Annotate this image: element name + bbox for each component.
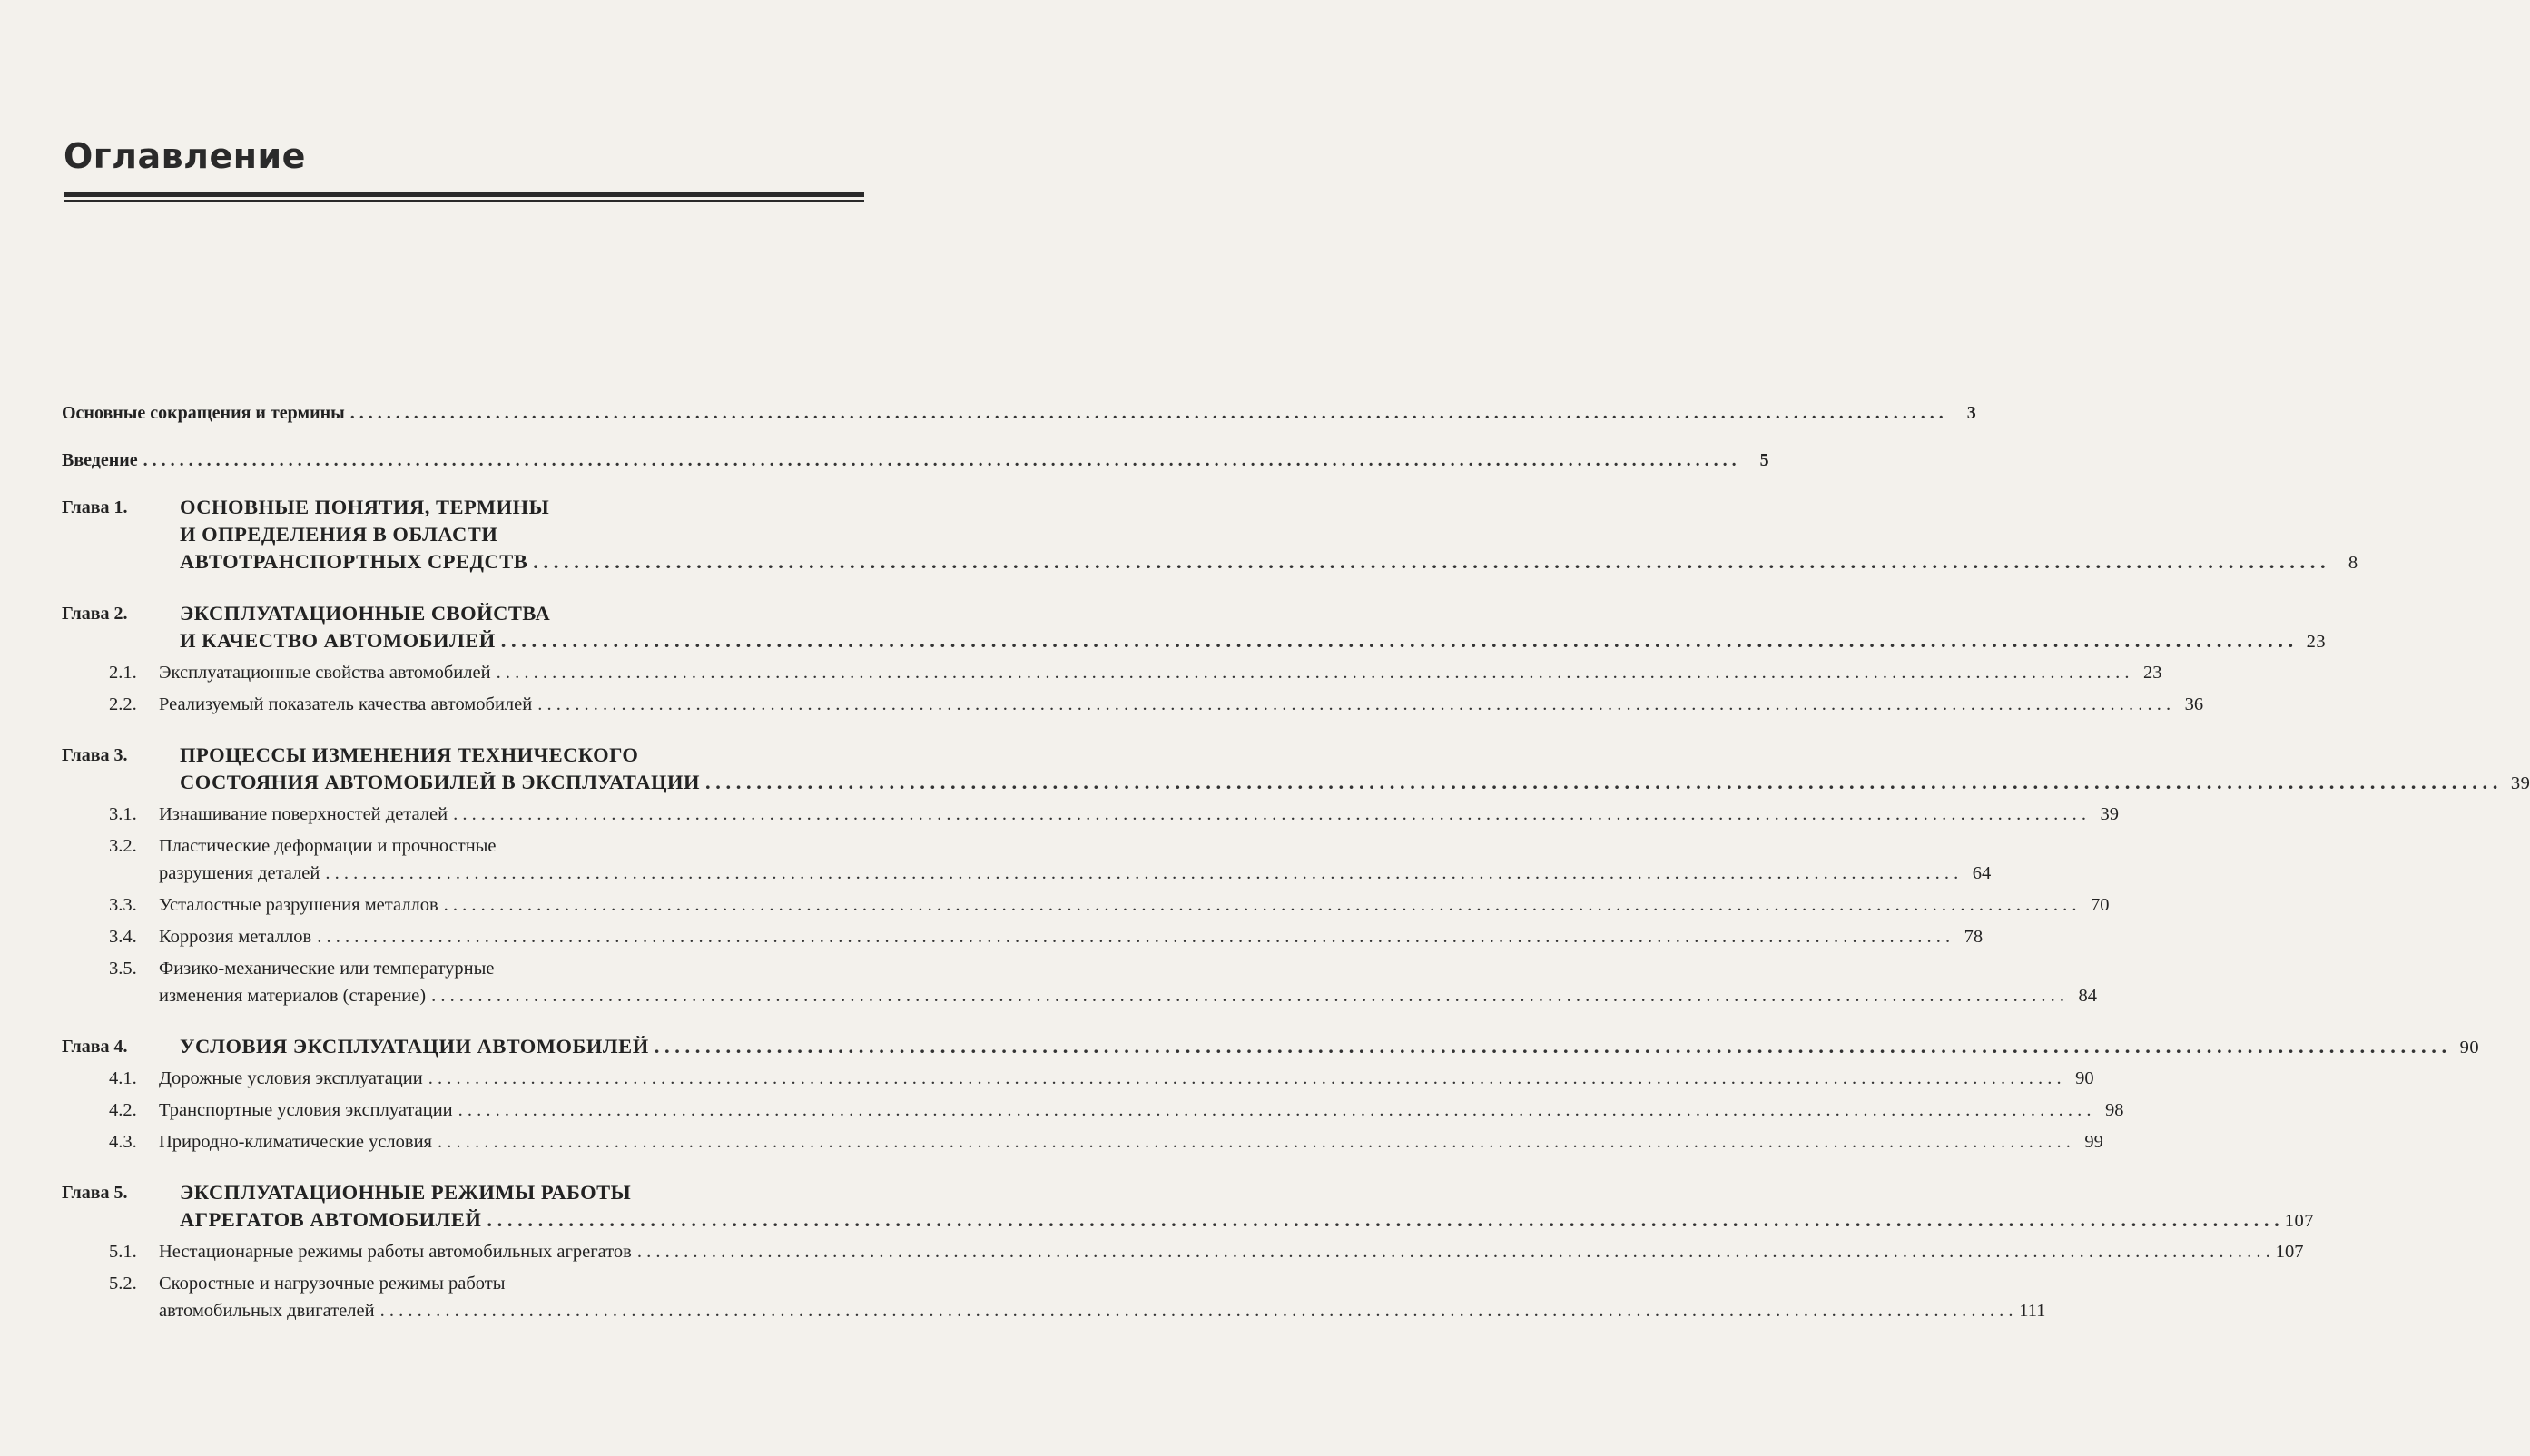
section-number: 3.1. <box>109 804 137 824</box>
toc-section[interactable] <box>109 891 2110 919</box>
dot-leader <box>453 801 2086 828</box>
dot-leader <box>497 659 2130 686</box>
section-number: 3.2. <box>109 836 137 856</box>
dot-leader <box>655 1033 2446 1060</box>
chapter-label: Глава 3. <box>62 745 128 765</box>
chapter-title-line: АГРЕГАТОВ АВТОМОБИЛЕЙ <box>180 1208 482 1231</box>
dot-leader <box>533 548 2325 576</box>
toc-page-number: 64 <box>1972 863 1992 883</box>
chapter-label: Глава 4. <box>62 1037 128 1057</box>
toc-page-number: 39 <box>2100 804 2119 824</box>
dot-leader <box>380 1297 2013 1324</box>
section-number: 3.4. <box>109 927 137 947</box>
section-number: 3.5. <box>109 959 137 979</box>
section-number: 2.2. <box>109 694 137 714</box>
section-title-line: Физико-механические или температурные <box>159 959 495 979</box>
toc-page-number: 107 <box>2284 1211 2314 1231</box>
dot-leader <box>487 1206 2279 1234</box>
toc-page-number: 107 <box>2275 1242 2304 1262</box>
toc-page-number: 36 <box>2184 694 2204 714</box>
title-rule-thick <box>64 192 864 197</box>
section-number: 4.2. <box>109 1100 137 1120</box>
chapter-label: Глава 2. <box>62 604 128 624</box>
dot-leader <box>428 1065 2062 1092</box>
section-title-line: Нестационарные режимы работы автомобильных агрегатов <box>159 1242 632 1262</box>
chapter-title-line: УСЛОВИЯ ЭКСПЛУАТАЦИИ АВТОМОБИЛЕЙ <box>180 1035 649 1058</box>
dot-leader <box>438 1128 2071 1156</box>
toc-chapter <box>62 1033 2480 1156</box>
section-title-line: Природно-климатические условия <box>159 1132 432 1152</box>
toc-chapter <box>62 600 2327 718</box>
section-number: 5.2. <box>109 1274 137 1294</box>
dot-leader <box>537 691 2171 718</box>
chapter-title-line: И КАЧЕСТВО АВТОМОБИЛЕЙ <box>180 629 496 652</box>
section-title-line: изменения материалов (старение) <box>159 986 427 1006</box>
dot-leader <box>458 1097 2092 1124</box>
dot-leader <box>705 769 2497 796</box>
section-list <box>109 1065 2124 1156</box>
toc-chapter <box>62 742 2530 1009</box>
chapter-label: Глава 5. <box>62 1183 128 1203</box>
section-list <box>109 659 2204 718</box>
section-title-line: Эксплуатационные свойства автомобилей <box>159 663 491 683</box>
toc-page-number: 90 <box>2459 1038 2480 1058</box>
chapter-heading[interactable] <box>62 494 2358 576</box>
section-title-line: Коррозия металлов <box>159 927 312 947</box>
section-title-line: Скоростные и нагрузочные режимы работы <box>159 1274 506 1294</box>
toc-page-number: 99 <box>2084 1132 2103 1152</box>
toc-page-number: 111 <box>2019 1301 2046 1321</box>
toc-section[interactable] <box>109 1238 2304 1265</box>
toc-section[interactable] <box>109 832 1992 887</box>
toc-entry-introduction[interactable] <box>62 447 1769 474</box>
section-title-line: Реализуемый показатель качества автомобилей <box>159 694 533 714</box>
toc-page-number: 23 <box>2142 663 2162 683</box>
toc-page-number: 70 <box>2091 895 2110 915</box>
dot-leader <box>325 860 1958 887</box>
toc-page-number: 90 <box>2075 1068 2094 1088</box>
toc-page-number: 98 <box>2105 1100 2124 1120</box>
chapter-heading[interactable] <box>62 742 2530 797</box>
toc-section[interactable] <box>109 955 2097 1009</box>
toc-chapter <box>62 1179 2314 1324</box>
toc-page-number: 5 <box>1759 450 1769 470</box>
dot-leader <box>431 982 2064 1009</box>
toc-section[interactable] <box>109 801 2119 828</box>
chapter-heading[interactable] <box>62 1179 2314 1235</box>
chapter-list <box>62 494 2530 1324</box>
chapter-title-line: АВТОТРАНСПОРТНЫХ СРЕДСТВ <box>180 550 528 573</box>
chapter-label: Глава 1. <box>62 497 128 517</box>
page-title: Оглавление <box>64 136 306 176</box>
chapter-title-line: ЭКСПЛУАТАЦИОННЫЕ СВОЙСТВА <box>180 602 551 625</box>
section-title-line: Усталостные разрушения металлов <box>159 895 438 915</box>
chapter-heading[interactable] <box>62 600 2327 655</box>
section-list <box>109 1238 2304 1324</box>
chapter-heading[interactable] <box>62 1033 2480 1061</box>
section-title-line: Транспортные условия эксплуатации <box>159 1100 453 1120</box>
toc-page-number: 39 <box>2510 773 2530 793</box>
toc-page-number: 78 <box>1964 927 1984 947</box>
section-number: 3.3. <box>109 895 137 915</box>
chapter-title-line: ОСНОВНЫЕ ПОНЯТИЯ, ТЕРМИНЫ <box>180 496 550 518</box>
section-number: 4.1. <box>109 1068 137 1088</box>
toc-section[interactable] <box>109 691 2204 718</box>
toc-section[interactable] <box>109 1097 2124 1124</box>
toc-section[interactable] <box>109 923 1984 950</box>
title-rule-thin <box>64 200 864 202</box>
toc-page-number: 8 <box>2348 553 2358 573</box>
dot-leader <box>143 447 1737 474</box>
dot-leader <box>444 891 2077 919</box>
toc-page-number: 3 <box>1966 403 1976 423</box>
toc-page-number: 84 <box>2078 986 2097 1006</box>
dot-leader <box>350 399 1944 427</box>
toc-page-number: 23 <box>2306 632 2327 652</box>
section-list <box>109 801 2119 1009</box>
chapter-title-line: ПРОЦЕССЫ ИЗМЕНЕНИЯ ТЕХНИЧЕСКОГО <box>180 743 639 766</box>
section-title-line: разрушения деталей <box>159 863 320 883</box>
toc-section[interactable] <box>109 659 2162 686</box>
section-number: 5.1. <box>109 1242 137 1262</box>
section-title-line: Изнашивание поверхностей деталей <box>159 804 448 824</box>
toc-section[interactable] <box>109 1128 2103 1156</box>
toc-section[interactable] <box>109 1065 2094 1092</box>
table-of-contents <box>62 399 2530 1333</box>
toc-chapter <box>62 494 2358 576</box>
toc-entry-abbreviations[interactable] <box>62 399 1976 427</box>
toc-section[interactable] <box>109 1270 2046 1324</box>
chapter-title-line: И ОПРЕДЕЛЕНИЯ В ОБЛАСТИ <box>180 523 498 546</box>
dot-leader <box>637 1238 2270 1265</box>
dot-leader <box>317 923 1950 950</box>
section-title-line: Дорожные условия эксплуатации <box>159 1068 423 1088</box>
section-number: 2.1. <box>109 663 137 683</box>
section-title-line: автомобильных двигателей <box>159 1301 375 1321</box>
toc-entry-text: Введение <box>62 450 138 470</box>
chapter-title-line: ЭКСПЛУАТАЦИОННЫЕ РЕЖИМЫ РАБОТЫ <box>180 1181 632 1204</box>
toc-entry-text: Основные сокращения и термины <box>62 403 345 423</box>
section-title-line: Пластические деформации и прочностные <box>159 836 497 856</box>
section-number: 4.3. <box>109 1132 137 1152</box>
chapter-title-line: СОСТОЯНИЯ АВТОМОБИЛЕЙ В ЭКСПЛУАТАЦИИ <box>180 771 700 793</box>
dot-leader <box>501 627 2293 654</box>
